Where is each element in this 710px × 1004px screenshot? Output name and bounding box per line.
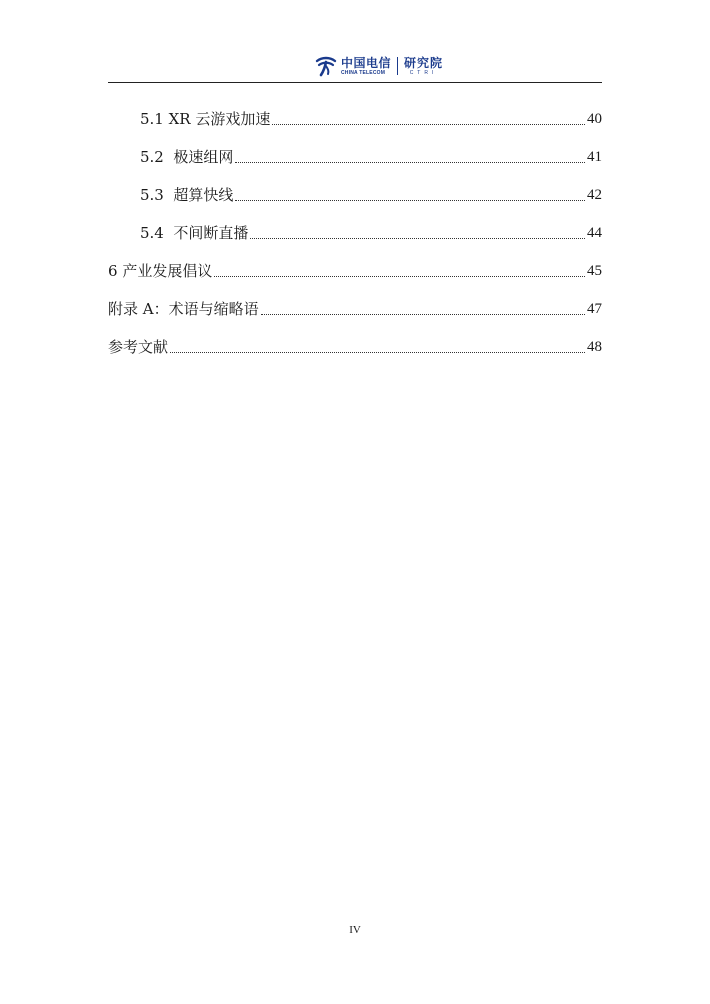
toc-entry-number: 5.1 bbox=[140, 110, 169, 128]
page-number: IV bbox=[349, 924, 361, 936]
toc-entry[interactable] bbox=[108, 168, 602, 206]
toc-entry-title: 产业发展倡议 bbox=[122, 262, 213, 280]
toc-dot-leader bbox=[214, 275, 585, 277]
toc-entry-page: 40 bbox=[587, 111, 602, 127]
toc-entry-number: 5.2 bbox=[140, 148, 174, 166]
toc-entry[interactable] bbox=[108, 130, 602, 168]
institute-name-en: CTRI bbox=[409, 69, 438, 76]
toc-entry-title: 超算快线 bbox=[173, 186, 234, 204]
toc-entry-number: 5.3 bbox=[140, 186, 174, 204]
toc-entry-page: 48 bbox=[587, 339, 602, 355]
toc-entry-title: XR 云游戏加速 bbox=[168, 110, 271, 128]
china-telecom-logo-icon bbox=[314, 54, 338, 78]
toc-entry[interactable] bbox=[108, 92, 602, 130]
toc-entry-title: 附录 A：术语与缩略语 bbox=[108, 300, 259, 318]
toc-entry-title: 参考文献 bbox=[108, 338, 169, 356]
toc-dot-leader bbox=[235, 161, 585, 163]
header-rule bbox=[108, 82, 602, 83]
toc-entry-page: 47 bbox=[587, 301, 602, 317]
toc-entry-title: 极速组网 bbox=[173, 148, 234, 166]
toc-entry[interactable] bbox=[108, 244, 602, 282]
toc-dot-leader bbox=[235, 199, 585, 201]
toc-entry-page: 45 bbox=[587, 263, 602, 279]
toc-entry-number: 6 bbox=[108, 262, 123, 280]
toc-entry-page: 44 bbox=[587, 225, 602, 241]
brand-name-cn: 中国电信 bbox=[341, 55, 392, 70]
toc-entry-title: 不间断直播 bbox=[173, 224, 249, 242]
toc-dot-leader bbox=[170, 351, 585, 353]
table-of-contents bbox=[108, 92, 602, 358]
logo-divider bbox=[397, 57, 398, 75]
toc-entry[interactable] bbox=[108, 320, 602, 358]
toc-entry-page: 41 bbox=[587, 149, 602, 165]
brand-name-en: CHINA TELECOM bbox=[341, 69, 386, 76]
toc-dot-leader bbox=[261, 313, 585, 315]
toc-entry[interactable] bbox=[108, 206, 602, 244]
toc-entry-number: 5.4 bbox=[140, 224, 174, 242]
toc-dot-leader bbox=[272, 123, 585, 125]
toc-entry[interactable] bbox=[108, 282, 602, 320]
toc-dot-leader bbox=[250, 237, 585, 239]
institute-name-cn: 研究院 bbox=[404, 55, 444, 70]
toc-entry-page: 42 bbox=[587, 187, 602, 203]
page-header bbox=[108, 48, 602, 84]
china-telecom-ctri-logo bbox=[314, 52, 443, 80]
